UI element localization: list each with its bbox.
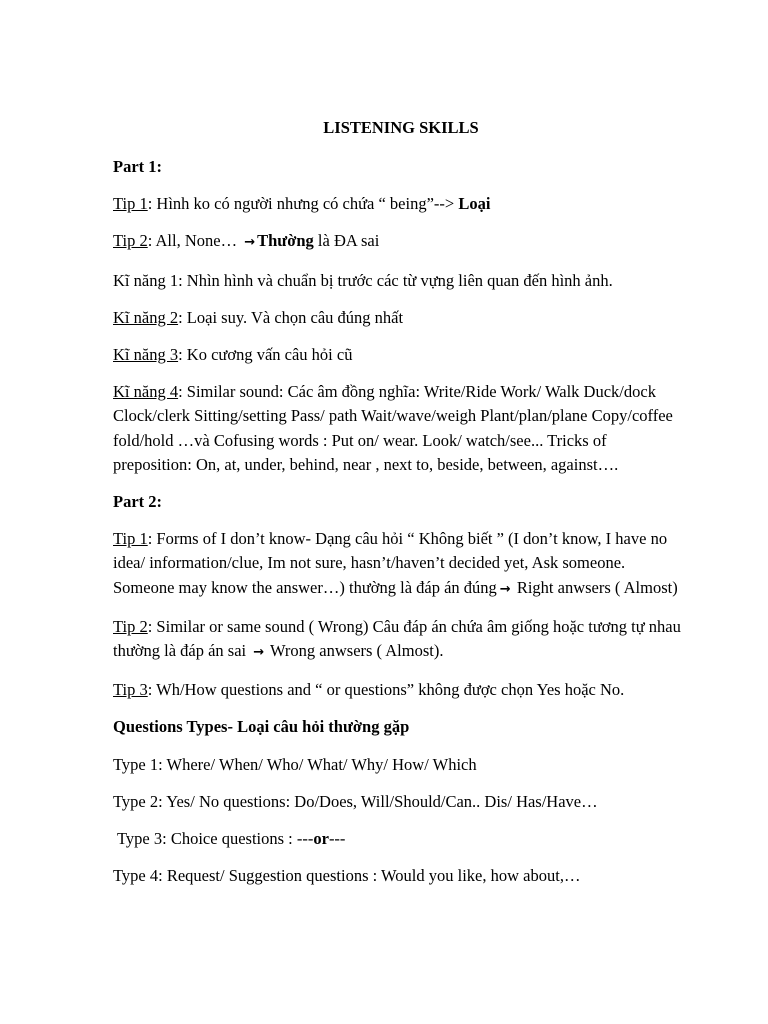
part2-tip3-text: : Wh/How questions and “ or questions” không được chọn Yes hoặc No. xyxy=(147,680,625,700)
part1-skill3-text: : Ko cương vấn câu hỏi cũ xyxy=(178,345,353,365)
part1-tip1-bold: Loại xyxy=(458,194,491,214)
part2-tip1-text: : Forms of I don’t know- Dạng câu hỏi “ Không biết ” (I don’t know, I have no idea/ information/clue, Im not sure, hasn’t/haven’t decided yet, Ask someone. Someone may know the answer…) thường là đáp án đúng xyxy=(113,529,668,597)
part2-tip1-label: Tip 1 xyxy=(113,529,148,549)
question-type3-text: Type 3: Choice questions : --- xyxy=(117,829,314,849)
document-page xyxy=(113,116,685,901)
part1-tip1-label: Tip 1 xyxy=(113,194,148,214)
part1-tip1 xyxy=(113,192,685,216)
part1-tip2-label: Tip 2 xyxy=(113,231,148,251)
arrow-right-icon: → xyxy=(244,235,256,251)
part2-tip1-tail: Right anwsers ( Almost) xyxy=(512,577,678,597)
part1-skill3-label: Kĩ năng 3 xyxy=(113,345,179,365)
part1-tip2-text: : All, None… xyxy=(147,231,242,251)
part2-tip3-label: Tip 3 xyxy=(113,680,148,700)
question-type3-tail: --- xyxy=(328,829,346,849)
questions-heading: Questions Types- Loại câu hỏi thường gặp xyxy=(113,717,410,737)
part2-tip3 xyxy=(113,678,685,702)
question-type3 xyxy=(113,827,685,851)
part1-tip2-tail: là ĐA sai xyxy=(313,231,380,251)
part2-tip2-label: Tip 2 xyxy=(113,616,148,636)
part1-tip2 xyxy=(113,229,685,255)
part2-heading: Part 2: xyxy=(113,492,163,512)
part1-skill3 xyxy=(113,343,685,367)
part1-skill4-text: : Similar sound: Các âm đồng nghĩa: Write/Ride Work/ Walk Duck/dock Clock/clerk Sitting/setting Pass/ path Wait/wave/weigh Plant/plan/plane Copy/coffee fold/hold …và Cofusing words : Put on/ wear. Look/ watch/see... Tricks of preposition: On, at, under, behind, near , next to, beside, between, against…. xyxy=(113,382,673,474)
part1-skill2-text: : Loại suy. Và chọn câu đúng nhất xyxy=(178,307,404,327)
question-type2: Type 2: Yes/ No questions: Do/Does, Will/Should/Can.. Dis/ Has/Have… xyxy=(113,791,598,811)
part1-skill1: Kĩ năng 1: Nhìn hình và chuẩn bị trước các từ vựng liên quan đến hình ảnh. xyxy=(113,270,613,290)
document-title: LISTENING SKILLS xyxy=(323,118,479,137)
question-type1: Type 1: Where/ When/ Who/ What/ Why/ How/ Which xyxy=(113,754,477,774)
part1-skill2 xyxy=(113,306,685,330)
question-type3-bold: or xyxy=(313,829,329,849)
part2-tip2-text: : Similar or same sound ( Wrong) Câu đáp án chứa âm giống hoặc tương tự nhau thường là đáp án sai xyxy=(113,616,681,661)
part1-tip1-text: : Hình ko có người nhưng có chứa “ being”--> xyxy=(147,194,459,214)
part1-skill4 xyxy=(113,380,685,477)
part1-tip2-bold: Thường xyxy=(257,231,314,251)
question-type4: Type 4: Request/ Suggestion questions : Would you like, how about,… xyxy=(113,866,581,886)
part2-tip1 xyxy=(113,527,685,602)
part2-tip2-tail: Wrong anwsers ( Almost). xyxy=(266,641,444,661)
part2-tip2 xyxy=(113,615,685,665)
part1-heading: Part 1: xyxy=(113,157,163,176)
arrow-right-icon: → xyxy=(499,581,511,597)
part1-skill2-label: Kĩ năng 2 xyxy=(113,307,179,327)
arrow-right-icon: → xyxy=(253,645,265,661)
part1-skill4-label: Kĩ năng 4 xyxy=(113,382,179,402)
